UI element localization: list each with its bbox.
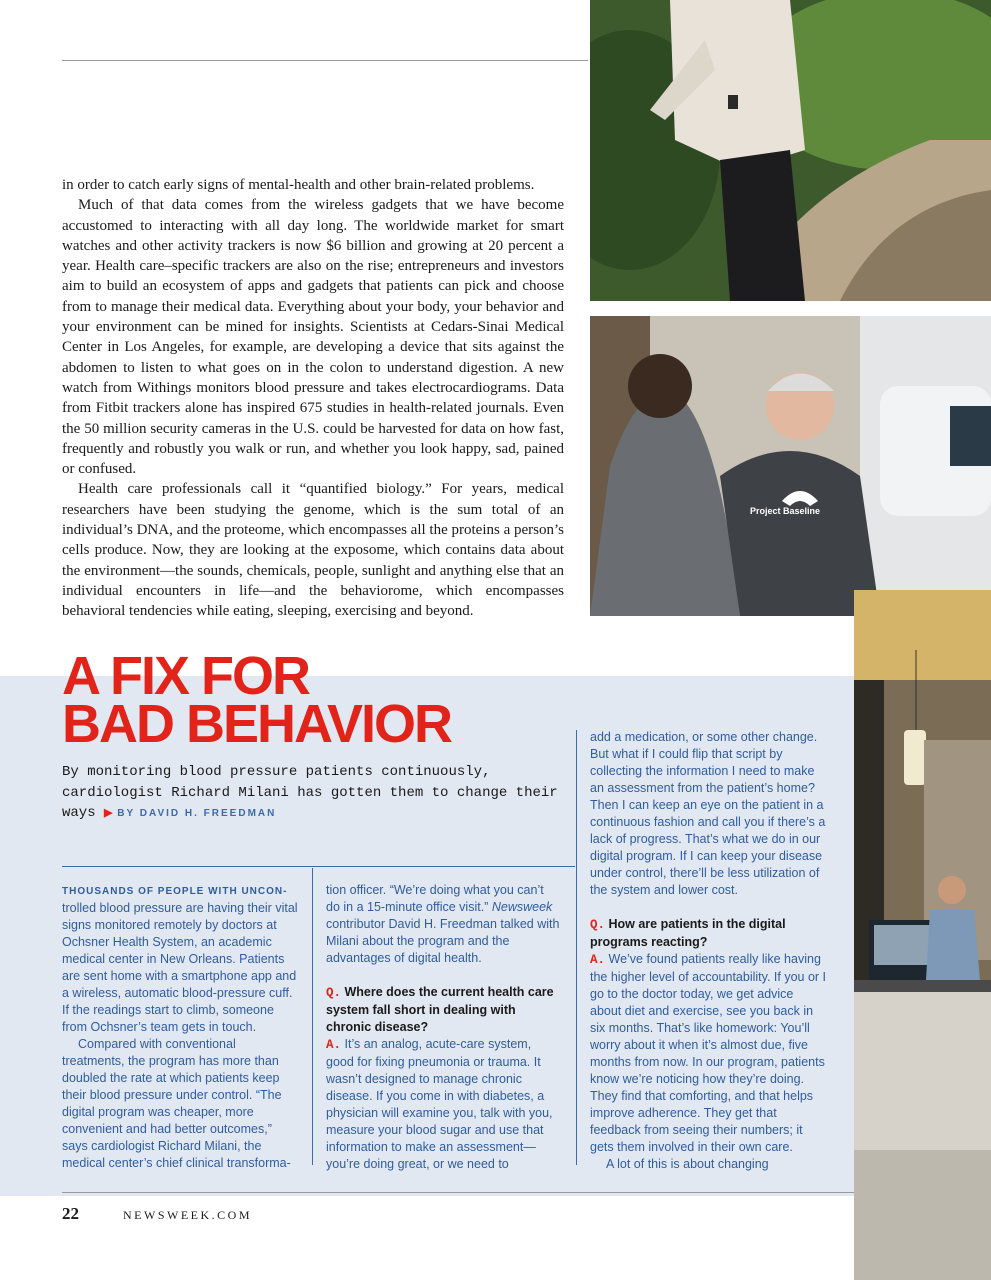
article-paragraph: Much of that data comes from the wireless gadgets that we have become accustomed to interacting with all day long. The worldwide market for smart watches and other activity trackers is now $6 billion and growing at 20 percent a year. Health care–specific trackers are also on the rise; entrepreneurs and investors aim to build an ecosystem of apps and gadgets that patients can pick and choose from to manage their medical data. Everything about your body, your behavior and your environment can be mined for insights. Scientists at Cedars-Sinai Medical Center in Los Angeles, for example, are developing a device that sits against the abdomen to listen to what goes on in the colon to understand digestion. A new watch from Withings monitors blood pressure and takes electrocardiograms. Data from Fitbit trackers alone has inspired 675 studies in health-related journals. Even the 50 million security cameras in the U.S. could be harvested for data on how fast, frequently and robustly you walk or run, and whether you look happy, sad, pained or confused.: [62, 197, 564, 478]
qa-column-2: [326, 882, 560, 1173]
answer: [590, 951, 826, 1156]
column-paragraph: add a medication, or some other change. But what if I could flip that script by collecting the information I need to make an assessment from the patient’s home? Then I can keep an eye on the patient in a continuous fashion and call you if there’s a lack of progress. That’s what we do in our digital program. If I can keep your disease under control, there’ll be less utilization of the system and lower cost.: [590, 730, 826, 897]
question: [590, 916, 826, 951]
article-paragraph: Health care professionals call it “quantified biology.” For years, medical researchers have been studying the genome, which is the sum total of an individual’s DNA, and the proteome, which encompasses all the proteins a person’s cells produce. Now, they are looking at the exposome, which contains data about the environment—the sounds, chemicals, people, sunlight and anything else that an individual encounters in life—and the behaviorome, which encompasses behavioral tendencies while eating, sleeping, exercising and beyond.: [62, 481, 564, 620]
qa-column-1: [62, 882, 298, 1172]
column-divider-1: [312, 868, 313, 1165]
qa-divider: [62, 866, 575, 867]
masthead-url: NEWSWEEK.COM: [123, 1208, 252, 1222]
question-text: Where does the current health care system fall short in dealing with chronic disease?: [326, 985, 554, 1034]
answer-text: We’ve found patients really like having the higher level of accountability. If you or I go to the doctor today, we get advice about diet and exercise, see you back in six months. That’s like homework: You’ll worry about it when it’s almost due, five months from now. In our program, patients know we’re noticing how they’re doing. They find that comforting, and that helps improve adherence. They get that feedback from seeing their numbers; it gets them involved in their own care.: [590, 952, 827, 1154]
intro-paragraph: [62, 882, 298, 1036]
clinic-shirt-text: Project Baseline: [750, 506, 821, 516]
answer-marker: A.: [590, 953, 606, 967]
text-span: tion officer. “We’re doing what you can’t do in a 15-minute office visit.”: [326, 883, 544, 914]
deck-text: By monitoring blood pressure patients continuously, cardiologist Richard Milani has gotten them to change their ways: [62, 764, 558, 821]
qa-column-3: [590, 729, 826, 1173]
answer-marker: A.: [326, 1038, 342, 1052]
publication-name: Newsweek: [491, 900, 553, 914]
photo-clinic-exam: [590, 316, 991, 616]
photo-runner: [590, 0, 991, 301]
answer: [326, 1036, 560, 1173]
headline-line-1: A FIX FOR: [62, 646, 309, 706]
headline-line-2: BAD BEHAVIOR: [62, 694, 452, 754]
text-span: contributor David H. Freedman talked with Milani about the program and the advantages of digital health.: [326, 917, 560, 965]
byline: [104, 808, 276, 819]
question-marker: Q.: [590, 918, 606, 932]
question-text: How are patients in the digital programs reacting?: [590, 917, 786, 949]
top-rule: [62, 60, 588, 61]
sidebar-headline: [62, 646, 452, 754]
column-paragraph: Compared with conventional treatments, the program has more than doubled the rate at which patients keep their blood pressure under control. “The digital program was cheaper, more convenient and had better outcomes,” says cardiologist Richard Milani, the medical center’s chief clinical transforma-: [62, 1037, 291, 1170]
footer-rule: [62, 1192, 854, 1193]
answer-text: It’s an analog, acute-care system, good for fixing pneumonia or trauma. It wasn’t designed to manage chronic disease. If you come in with diabetes, a physician will examine you, talk with you, measure your blood sugar and use that information to make an assessment—you’re doing great, or we need to: [326, 1037, 553, 1171]
column-paragraph: A lot of this is about changing: [606, 1157, 769, 1171]
runin-text: THOUSANDS OF PEOPLE WITH UNCON-: [62, 886, 288, 897]
sidebar-deck: [62, 762, 562, 825]
article-paragraph: in order to catch early signs of mental-health and other brain-related problems.: [62, 177, 535, 193]
question: [326, 984, 560, 1036]
page-number: 22: [62, 1204, 79, 1223]
byline-text: BY DAVID H. FREEDMAN: [117, 808, 277, 819]
intro-text: trolled blood pressure are having their vital signs monitored remotely by doctors at Ochsner Health System, an academic medical center in New Orleans. Patients are sent home with a smartphone app and a wireless, automatic blood-pressure cuff. If the readings start to climb, someone from Ochsner’s team gets in touch.: [62, 901, 298, 1034]
byline-arrow-icon: ▶: [104, 807, 113, 819]
column-paragraph: [326, 882, 560, 967]
photo-office: [854, 590, 991, 1280]
article-body: [62, 175, 564, 622]
column-divider-2: [576, 730, 577, 1165]
question-marker: Q.: [326, 986, 342, 1000]
